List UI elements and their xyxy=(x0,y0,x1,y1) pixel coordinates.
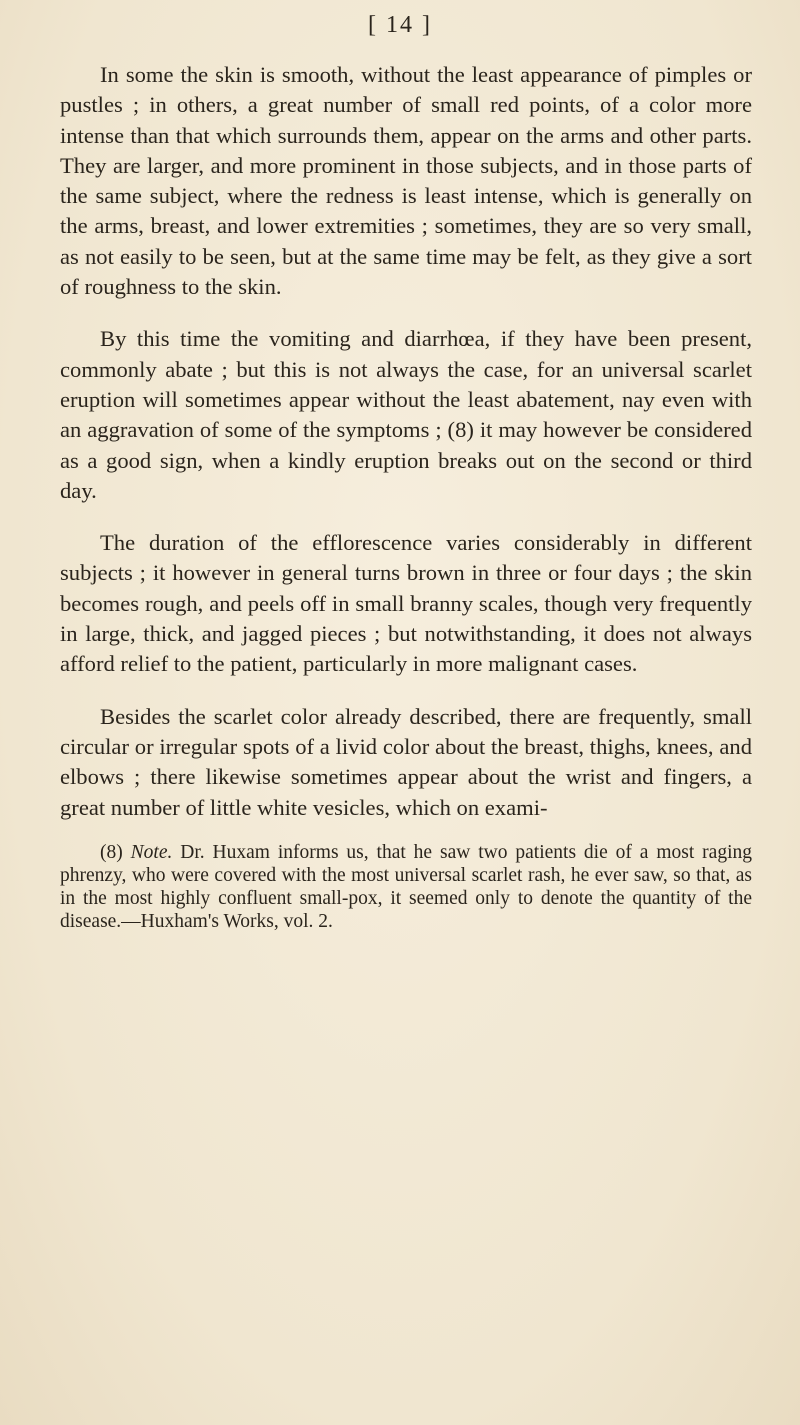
paragraph-vomiting: By this time the vomiting and diarrhœa, if they have been present, commonly abate ; but this is not always the case, for an universal scarlet eruption will sometimes appear without the least abatement, nay even with an aggravation of some of the symptoms ; (8) it may however be considered as a good sign, when a kindly eruption breaks out on the second or third day. xyxy=(60,326,752,503)
body-text xyxy=(60,60,752,934)
page-number: [ 14 ] xyxy=(368,12,432,38)
footnote-text: Dr. Huxam informs us, that he saw two patients die of a most raging phrenzy, who were covered with the most universal scarlet rash, he ever saw, so that, as in the most highly confluent small-pox, it seemed only to denote the quantity of the disease.—Huxham's Works, vol. 2. xyxy=(60,841,752,933)
paragraph-skin: In some the skin is smooth, without the least appearance of pimples or pustles ; in others, a great number of small red points, of a color more intense than that which surrounds them, appear on the arms and other parts. They are larger, and more prominent in those subjects, and in those parts of the same subject, where the redness is least intense, which is generally on the arms, breast, and lower extremities ; sometimes, they are so very small, as not easily to be seen, but at the same time may be felt, as they give a sort of roughness to the skin. xyxy=(60,62,752,300)
footnote-marker: (8) xyxy=(100,841,123,863)
footnote xyxy=(60,841,752,934)
footnote-label: Note. xyxy=(130,841,173,863)
paragraph-duration: The duration of the efflorescence varies considerably in different subjects ; it however in general turns brown in three or four days ; the skin becomes rough, and peels off in small branny scales, though very frequently in large, thick, and jagged pieces ; but notwithstanding, it does not always afford relief to the patient, particularly in more malignant cases. xyxy=(60,530,752,677)
paragraph-besides: Besides the scarlet color already described, there are frequently, small circular or irregular spots of a livid color about the breast, thighs, knees, and elbows ; there likewise sometimes appear about the wrist and fingers, a great number of little white vesicles, which on exami- xyxy=(60,703,752,820)
